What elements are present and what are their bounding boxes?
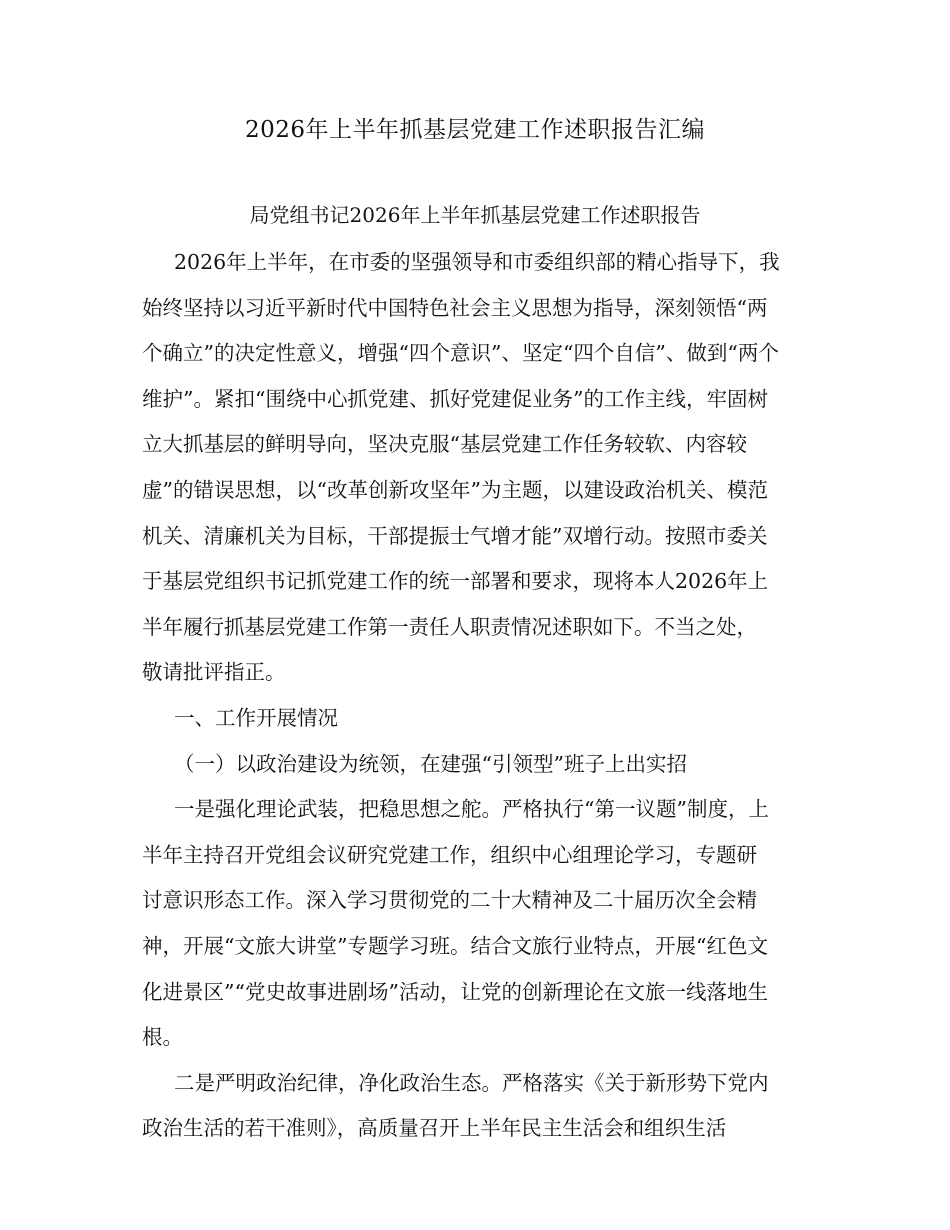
body-text-line: 立大抓基层的鲜明导向，坚决克服“基层党建工作任务较软、内容较: [142, 432, 747, 457]
body-text-line: 敬请批评指正。: [142, 660, 286, 685]
body-text-line: 半年主持召开党组会议研究党建工作，组织中心组理论学习，专题研: [142, 842, 757, 867]
document-title: 2026年上半年抓基层党建工作述职报告汇编: [244, 117, 706, 143]
body-text-line: 二是严明政治纪律，净化政治生态。严格落实《关于新形势下党内: [174, 1070, 769, 1095]
body-text-line: 政治生活的若干准则》，高质量召开上半年民主生活会和组织生活: [142, 1116, 727, 1141]
body-text-line: 化进景区”“党史故事进剧场”活动，让党的创新理论在文旅一线落地生: [142, 979, 768, 1004]
body-text-line: 于基层党组织书记抓党建工作的统一部署和要求，现将本人2026年上: [142, 569, 769, 594]
body-text-line: 讨意识形态工作。深入学习贯彻党的二十大精神及二十届历次全会精: [142, 888, 757, 913]
report-subtitle: 局党组书记2026年上半年抓基层党建工作述职报告: [249, 203, 701, 227]
body-text-line: 半年履行抓基层党建工作第一责任人职责情况述职如下。不当之处，: [142, 614, 757, 639]
body-text-line: 维护”。紧扣“围绕中心抓党建、抓好党建促业务”的工作主线，牢固树: [142, 386, 768, 411]
body-text-line: 个确立”的决定性意义，增强“四个意识”、坚定“四个自信”、做到“两个: [142, 341, 779, 366]
body-text-line: （一）以政治建设为统领，在建强“引领型”班子上出实招: [174, 751, 687, 776]
body-text-line: 一、工作开展情况: [174, 705, 338, 730]
report-body: [142, 240, 810, 1152]
body-text-line: 神，开展“文旅大讲堂”专题学习班。结合文旅行业特点，开展“红色文: [142, 933, 768, 958]
body-text-line: 虚”的错误思想，以“改革创新攻坚年”为主题，以建设政治机关、模范: [142, 477, 768, 502]
body-text-line: 始终坚持以习近平新时代中国特色社会主义思想为指导，深刻领悟“两: [142, 295, 768, 320]
body-text-line: 2026年上半年，在市委的坚强领导和市委组织部的精心指导下，我: [174, 250, 780, 274]
body-text-line: 一是强化理论武装，把稳思想之舵。严格执行“第一议题”制度，上: [174, 797, 769, 822]
body-text-line: 机关、清廉机关为目标，干部提振士气增才能”双增行动。按照市委关: [142, 523, 768, 548]
body-text-line: 根。: [142, 1025, 183, 1050]
